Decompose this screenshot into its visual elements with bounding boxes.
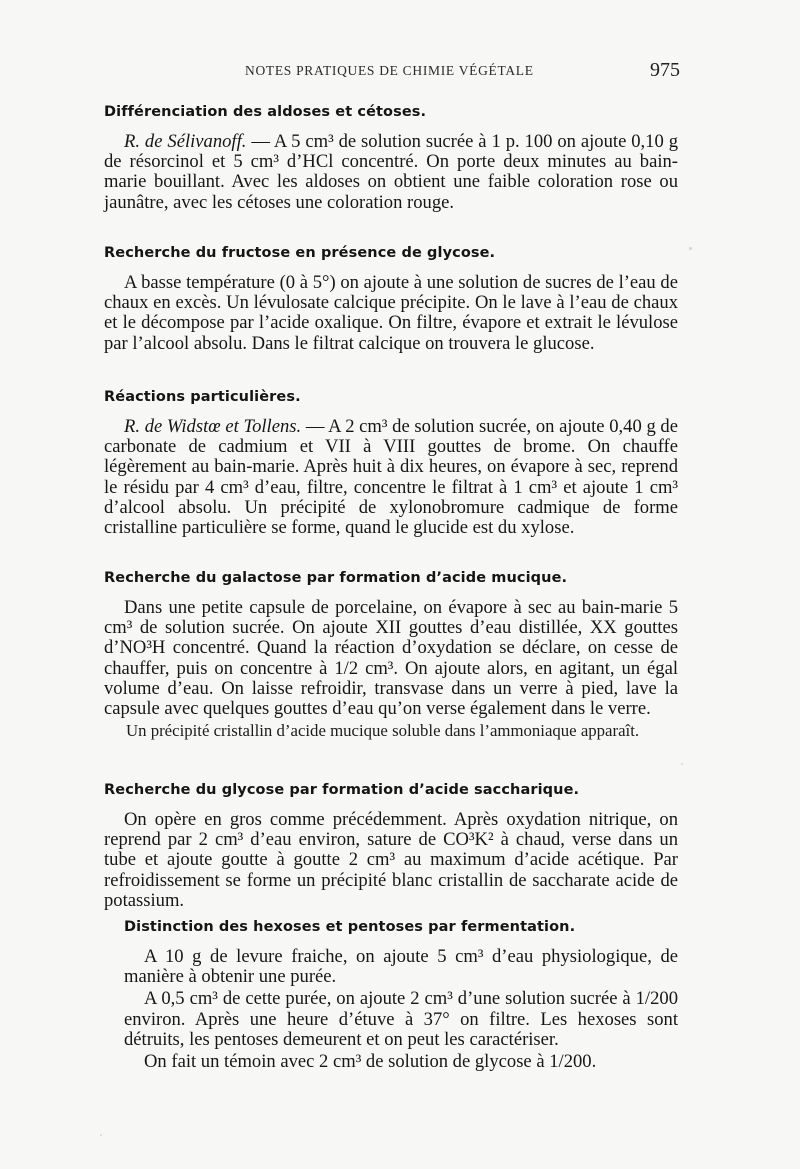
section-heading: Recherche du fructose en présence de glycose. [104,245,496,261]
section-heading: Recherche du glycose par formation d’acide saccharique. [104,782,580,798]
section-heading: Différenciation des aldoses et cétoses. [104,104,427,120]
paper-speckle [681,763,683,765]
paragraph: A 10 g de levure fraiche, on ajoute 5 cm³ d’eau physiologique, de manière à obtenir une purée. [124,946,678,988]
reaction-name: R. de Widstœ et Tollens. [124,416,302,437]
section-galactose [104,569,678,741]
section-hexoses-pentoses [124,918,678,1072]
paragraph [104,132,678,213]
section-reactions-particulieres [104,388,678,538]
page-number: 975 [650,59,680,81]
paragraph: Dans une petite capsule de porcelaine, on évapore à sec au bain-marie 5 cm³ de solution sucrée. On ajoute XII gouttes d’eau distillée, XX gouttes d’NO³H concentré. Quand la réaction d’oxydation se déclare, on cesse de chauffer, puis on concentre à 1/2 cm³. On ajoute alors, en agitant, un égal volume d’eau. On laisse refroidir, transvase dans un verre à pied, lave la capsule avec quelques gouttes d’eau qu’on verse également dans le verre. [104,597,678,720]
running-title: NOTES PRATIQUES DE CHIMIE VÉGÉTALE [245,63,534,78]
section-glycose [104,781,678,911]
section-heading: Réactions particulières. [104,389,301,405]
small-note: Un précipité cristallin d’acide mucique soluble dans l’ammoniaque apparaît. [126,721,640,741]
paragraph-text: — A 2 cm³ de solution sucrée, on ajoute 0,40 g de carbonate de cadmium et VII à VIII gouttes de brome. On chauffe légèrement au bain-marie. Après huit à dix heures, on évapore à sec, reprend le résidu par 4 cm³ d’eau, filtre, concentre le filtrat à 1 cm³ et ajoute 1 cm³ d’alcool absolu. Un précipité de xylonobromure cadmique de forme cristalline particulière se forme, quand le glucide est du xylose. [104,416,678,539]
paper-speckle [100,1134,102,1136]
section-aldoses-cetoses [104,103,678,213]
paragraph: A basse température (0 à 5°) on ajoute à une solution de sucres de l’eau de chaux en excès. Un lévulosate calcique précipite. On le lave à l’eau de chaux et le décompose par l’acide oxalique. On filtre, évapore et extrait le lévulose par l’alcool absolu. Dans le filtrat calcique on trouvera le glucose. [104,272,678,354]
section-heading: Recherche du galactose par formation d’acide mucique. [104,570,568,586]
paper-speckle [689,247,692,250]
paragraph: A 0,5 cm³ de cette purée, on ajoute 2 cm³ d’une solution sucrée à 1/200 environ. Après une heure d’étuve à 37° on filtre. Les hexoses sont détruits, les pentoses demeurent et on peut les caractériser. [124,988,678,1050]
paragraph-text: — A 5 cm³ de solution sucrée à 1 p. 100 on ajoute 0,10 g de résorcinol et 5 cm³ d’HCl concentré. On porte deux minutes au bain-marie bouillant. Avec les aldoses on obtient une faible coloration rose ou jaunâtre, avec les cétoses une coloration rouge. [104,131,678,213]
paragraph: On fait un témoin avec 2 cm³ de solution de glycose à 1/200. [144,1051,597,1073]
reaction-name: R. de Sélivanoff. [124,131,247,152]
section-fructose [104,244,678,354]
section-heading: Distinction des hexoses et pentoses par fermentation. [124,919,576,935]
paragraph [104,417,678,538]
paragraph: On opère en gros comme précédemment. Après oxydation nitrique, on reprend par 2 cm³ d’eau environ, sature de CO³K² à chaud, verse dans un tube et ajoute goutte à goutte 2 cm³ au maximum d’acide acétique. Par refroidissement se forme un précipité blanc cristallin de saccharate acide de potassium. [104,809,678,911]
